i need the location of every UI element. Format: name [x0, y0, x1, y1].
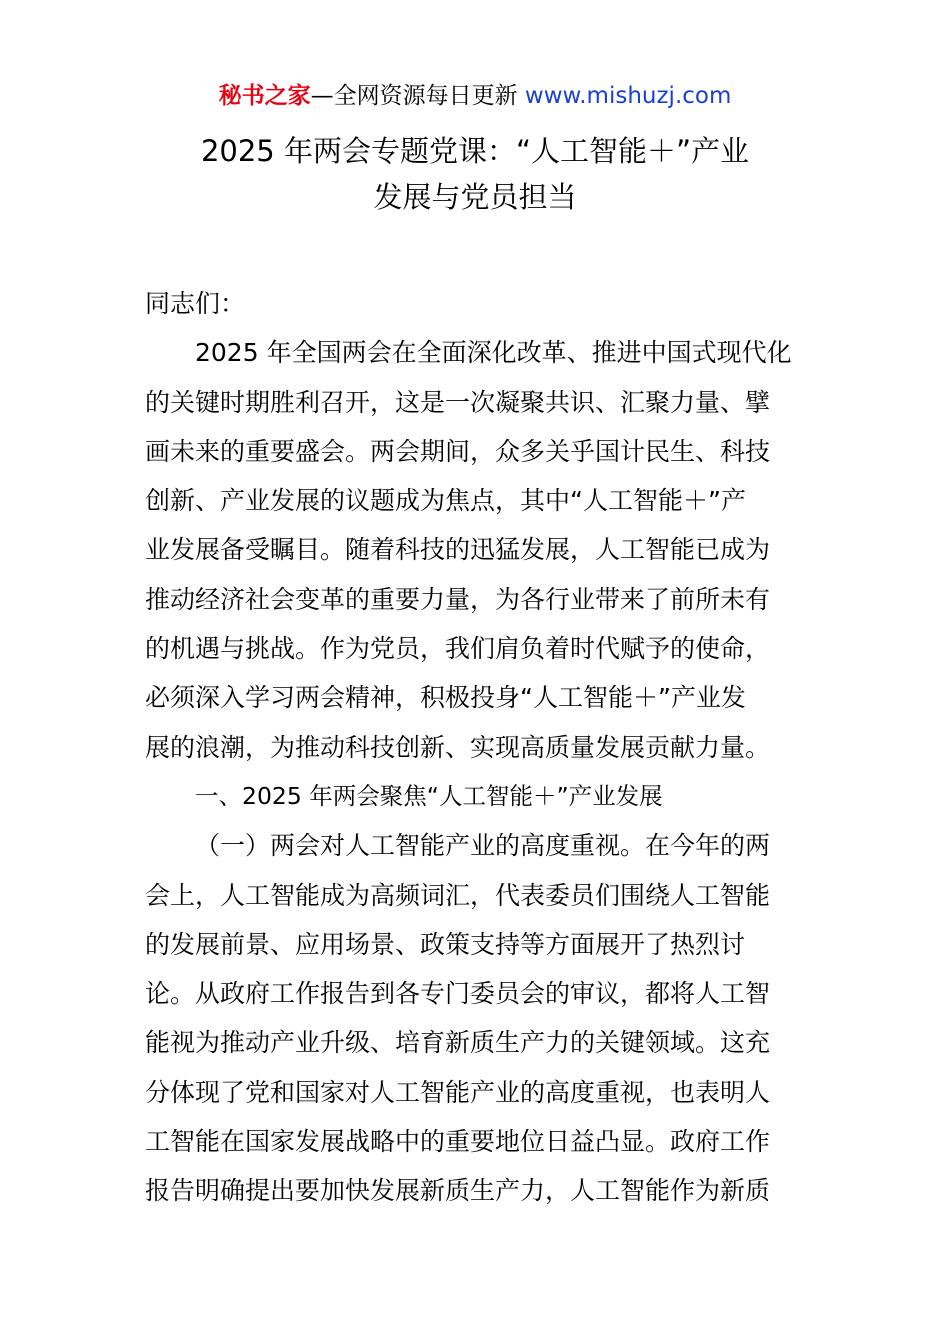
document-title — [0, 128, 950, 220]
paragraph-line: 的关键时期胜利召开，这是一次凝聚共识、汇聚力量、擘 — [145, 387, 771, 417]
paragraph-line: 的发展前景、应用场景、政策支持等方面展开了热烈讨 — [145, 929, 746, 959]
paragraph-line: 2025 年全国两会在全面深化改革、推进中国式现代化 — [195, 338, 792, 368]
paragraph-line: 必须深入学习两会精神，积极投身“人工智能＋”产业发 — [145, 683, 746, 713]
paragraph-line: 推动经济社会变革的重要力量，为各行业带来了前所未有 — [145, 584, 771, 614]
paragraph-line: 论。从政府工作报告到各专门委员会的审议，都将人工智 — [145, 979, 771, 1009]
paragraph-line: 展的浪潮，为推动科技创新、实现高质量发展贡献力量。 — [145, 732, 771, 762]
title-line-1: 2025 年两会专题党课：“人工智能＋”产业 — [200, 134, 750, 168]
paragraph-line: 创新、产业发展的议题成为焦点，其中“人工智能＋”产 — [145, 486, 746, 516]
header-tagline: —全网资源每日更新 — [310, 83, 518, 109]
paragraph-line: 分体现了党和国家对人工智能产业的高度重视，也表明人 — [145, 1077, 771, 1107]
paragraph-line: 会上，人工智能成为高频词汇，代表委员们围绕人工智能 — [145, 880, 771, 910]
paragraph-line: 的机遇与挑战。作为党员，我们肩负着时代赋予的使命， — [145, 634, 771, 664]
title-line-2: 发展与党员担当 — [373, 180, 577, 214]
paragraph-line: 画未来的重要盛会。两会期间，众多关乎国计民生、科技 — [145, 436, 771, 466]
site-header — [0, 80, 950, 112]
section-heading: 一、2025 年两会聚焦“人工智能＋”产业发展 — [195, 781, 663, 810]
salutation: 同志们： — [145, 289, 246, 318]
document-body — [145, 279, 807, 1216]
brand-name: 秘书之家 — [218, 83, 311, 109]
paragraph-line: 能视为推动产业升级、培育新质生产力的关键领域。这充 — [145, 1028, 771, 1058]
paragraph-line: （一）两会对人工智能产业的高度重视。在今年的两 — [195, 831, 771, 861]
site-url-link[interactable]: www.mishuzj.com — [524, 83, 732, 109]
paragraph-line: 报告明确提出要加快发展新质生产力，人工智能作为新质 — [145, 1176, 771, 1206]
paragraph-line: 业发展备受瞩目。随着科技的迅猛发展，人工智能已成为 — [145, 535, 771, 565]
paragraph-line: 工智能在国家发展战略中的重要地位日益凸显。政府工作 — [145, 1127, 771, 1157]
